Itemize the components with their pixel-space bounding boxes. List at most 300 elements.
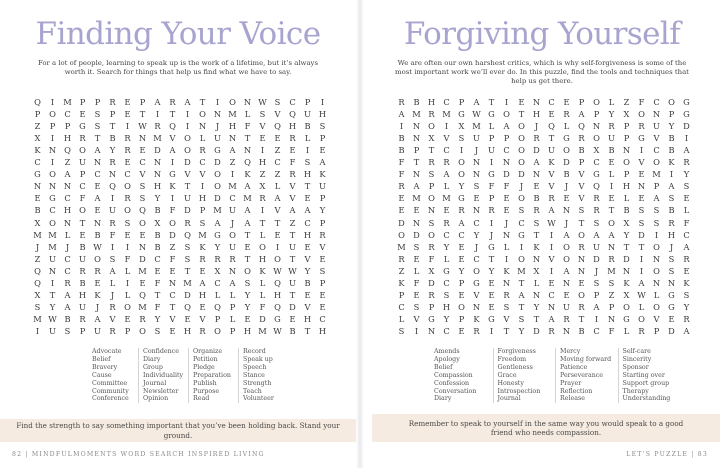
grid-letter[interactable]: T — [169, 301, 176, 312]
grid-letter[interactable]: I — [185, 109, 190, 120]
grid-letter[interactable]: B — [289, 325, 296, 336]
grid-letter[interactable]: E — [34, 193, 41, 204]
grid-letter[interactable]: C — [458, 229, 465, 240]
grid-letter[interactable]: D — [259, 313, 266, 324]
grid-letter[interactable]: R — [578, 133, 585, 144]
grid-letter[interactable]: D — [668, 325, 675, 336]
grid-letter[interactable]: A — [548, 205, 555, 216]
grid-letter[interactable]: U — [214, 133, 221, 144]
grid-letter[interactable]: W — [258, 97, 267, 108]
grid-letter[interactable]: L — [398, 313, 405, 324]
grid-letter[interactable]: H — [318, 325, 327, 336]
grid-letter[interactable]: B — [154, 229, 161, 240]
grid-letter[interactable]: V — [199, 169, 206, 180]
grid-letter[interactable]: S — [593, 217, 600, 228]
grid-letter[interactable]: I — [305, 145, 310, 156]
grid-letter[interactable]: I — [609, 181, 614, 192]
grid-letter[interactable]: O — [593, 97, 600, 108]
grid-letter[interactable]: E — [413, 205, 420, 216]
grid-letter[interactable]: S — [638, 205, 645, 216]
grid-letter[interactable]: O — [184, 133, 191, 144]
grid-letter[interactable]: V — [503, 313, 510, 324]
grid-letter[interactable]: S — [94, 109, 101, 120]
grid-letter[interactable]: E — [413, 289, 420, 300]
grid-letter[interactable]: R — [593, 193, 600, 204]
grid-letter[interactable]: Z — [274, 145, 281, 156]
grid-letter[interactable]: P — [64, 121, 71, 132]
grid-letter[interactable]: S — [139, 181, 146, 192]
grid-letter[interactable]: B — [668, 205, 675, 216]
grid-letter[interactable]: I — [125, 121, 130, 132]
grid-letter[interactable]: Y — [214, 241, 221, 252]
grid-letter[interactable]: N — [243, 97, 252, 108]
grid-letter[interactable]: X — [34, 217, 41, 228]
grid-letter[interactable]: N — [502, 277, 511, 288]
grid-letter[interactable]: L — [244, 109, 251, 120]
grid-letter[interactable]: E — [79, 229, 86, 240]
grid-letter[interactable]: O — [244, 265, 251, 276]
grid-letter[interactable]: F — [154, 301, 161, 312]
grid-letter[interactable]: T — [49, 289, 56, 300]
grid-letter[interactable]: T — [548, 133, 555, 144]
grid-letter[interactable]: N — [228, 133, 237, 144]
grid-letter[interactable]: U — [563, 301, 570, 312]
grid-letter[interactable]: J — [594, 265, 599, 276]
grid-letter[interactable]: X — [593, 145, 600, 156]
grid-letter[interactable]: A — [214, 217, 221, 228]
grid-letter[interactable]: C — [64, 193, 71, 204]
grid-letter[interactable]: Y — [304, 265, 311, 276]
grid-letter[interactable]: C — [274, 157, 281, 168]
grid-letter[interactable]: R — [638, 325, 645, 336]
grid-letter[interactable]: G — [668, 289, 675, 300]
grid-letter[interactable]: E — [319, 145, 326, 156]
grid-letter[interactable]: E — [563, 97, 570, 108]
grid-letter[interactable]: I — [185, 121, 190, 132]
grid-letter[interactable]: H — [153, 181, 162, 192]
grid-letter[interactable]: N — [472, 205, 481, 216]
grid-letter[interactable]: S — [653, 205, 660, 216]
grid-letter[interactable]: Q — [244, 157, 251, 168]
grid-letter[interactable]: A — [154, 97, 161, 108]
grid-letter[interactable]: R — [199, 253, 206, 264]
grid-letter[interactable]: P — [79, 169, 86, 180]
grid-letter[interactable]: Q — [34, 265, 41, 276]
grid-letter[interactable]: O — [169, 217, 176, 228]
grid-letter[interactable]: G — [443, 265, 450, 276]
grid-letter[interactable]: I — [459, 145, 464, 156]
grid-letter[interactable]: G — [428, 313, 435, 324]
grid-letter[interactable]: A — [94, 193, 101, 204]
grid-letter[interactable]: N — [532, 253, 541, 264]
grid-letter[interactable]: E — [518, 97, 525, 108]
grid-letter[interactable]: N — [93, 217, 102, 228]
grid-letter[interactable]: L — [638, 301, 645, 312]
grid-letter[interactable]: S — [503, 301, 510, 312]
grid-letter[interactable]: D — [139, 253, 146, 264]
grid-letter[interactable]: A — [638, 277, 645, 288]
grid-letter[interactable]: P — [428, 181, 435, 192]
grid-letter[interactable]: M — [243, 193, 252, 204]
grid-letter[interactable]: Z — [34, 253, 41, 264]
grid-letter[interactable]: H — [667, 229, 676, 240]
grid-letter[interactable]: R — [638, 121, 645, 132]
grid-letter[interactable]: D — [184, 157, 191, 168]
grid-letter[interactable]: W — [93, 241, 102, 252]
grid-letter[interactable]: P — [319, 133, 326, 144]
grid-letter[interactable]: G — [169, 169, 176, 180]
grid-letter[interactable]: D — [593, 253, 600, 264]
grid-letter[interactable]: Q — [593, 181, 600, 192]
grid-letter[interactable]: V — [653, 133, 660, 144]
grid-letter[interactable]: L — [533, 277, 540, 288]
grid-letter[interactable]: V — [304, 301, 311, 312]
grid-letter[interactable]: L — [488, 121, 495, 132]
grid-letter[interactable]: O — [199, 109, 206, 120]
grid-letter[interactable]: L — [64, 229, 71, 240]
grid-letter[interactable]: O — [124, 181, 131, 192]
grid-letter[interactable]: O — [229, 229, 236, 240]
grid-letter[interactable]: X — [623, 217, 630, 228]
grid-letter[interactable]: H — [318, 109, 327, 120]
grid-letter[interactable]: R — [578, 301, 585, 312]
grid-letter[interactable]: E — [319, 301, 326, 312]
grid-letter[interactable]: V — [289, 181, 296, 192]
grid-letter[interactable]: Y — [244, 301, 251, 312]
grid-letter[interactable]: B — [608, 145, 615, 156]
grid-letter[interactable]: D — [413, 229, 420, 240]
grid-letter[interactable]: Y — [608, 109, 615, 120]
grid-letter[interactable]: Z — [34, 121, 41, 132]
grid-letter[interactable]: J — [474, 145, 479, 156]
grid-letter[interactable]: P — [623, 121, 630, 132]
grid-letter[interactable]: E — [184, 313, 191, 324]
grid-letter[interactable]: V — [274, 109, 281, 120]
grid-letter[interactable]: L — [563, 121, 570, 132]
grid-letter[interactable]: V — [413, 313, 420, 324]
grid-letter[interactable]: A — [64, 169, 71, 180]
grid-letter[interactable]: S — [184, 253, 191, 264]
grid-letter[interactable]: Q — [274, 301, 281, 312]
grid-letter[interactable]: X — [214, 265, 221, 276]
grid-letter[interactable]: H — [63, 133, 72, 144]
grid-letter[interactable]: I — [200, 181, 205, 192]
grid-letter[interactable]: D — [154, 145, 161, 156]
grid-letter[interactable]: V — [653, 313, 660, 324]
grid-letter[interactable]: L — [608, 97, 615, 108]
grid-letter[interactable]: G — [668, 301, 675, 312]
grid-letter[interactable]: O — [458, 301, 465, 312]
grid-letter[interactable]: I — [489, 157, 494, 168]
grid-letter[interactable]: T — [518, 301, 525, 312]
grid-letter[interactable]: R — [139, 313, 146, 324]
grid-letter[interactable]: Q — [184, 229, 191, 240]
grid-letter[interactable]: S — [578, 205, 585, 216]
grid-letter[interactable]: E — [319, 253, 326, 264]
grid-letter[interactable]: T — [608, 205, 615, 216]
grid-letter[interactable]: Z — [274, 169, 281, 180]
grid-letter[interactable]: O — [653, 241, 660, 252]
grid-letter[interactable]: B — [109, 133, 116, 144]
grid-letter[interactable]: I — [549, 265, 554, 276]
grid-letter[interactable]: H — [303, 313, 312, 324]
grid-letter[interactable]: E — [488, 301, 495, 312]
grid-letter[interactable]: O — [518, 121, 525, 132]
grid-letter[interactable]: Y — [154, 193, 161, 204]
grid-letter[interactable]: Z — [169, 241, 176, 252]
grid-letter[interactable]: Z — [608, 289, 615, 300]
grid-letter[interactable]: A — [229, 145, 236, 156]
grid-letter[interactable]: R — [124, 133, 131, 144]
grid-letter[interactable]: H — [198, 193, 207, 204]
grid-letter[interactable]: O — [49, 169, 56, 180]
grid-letter[interactable]: S — [683, 289, 690, 300]
grid-letter[interactable]: N — [108, 169, 117, 180]
grid-letter[interactable]: L — [304, 133, 311, 144]
grid-letter[interactable]: G — [488, 241, 495, 252]
grid-letter[interactable]: C — [139, 157, 146, 168]
grid-letter[interactable]: S — [154, 325, 161, 336]
grid-letter[interactable]: O — [214, 325, 221, 336]
grid-letter[interactable]: P — [109, 109, 116, 120]
grid-letter[interactable]: I — [684, 133, 689, 144]
grid-letter[interactable]: A — [169, 145, 176, 156]
grid-letter[interactable]: N — [427, 205, 436, 216]
grid-letter[interactable]: A — [533, 157, 540, 168]
grid-letter[interactable]: J — [35, 241, 40, 252]
grid-letter[interactable]: Y — [109, 145, 116, 156]
grid-letter[interactable]: F — [608, 325, 615, 336]
grid-letter[interactable]: F — [413, 277, 420, 288]
grid-letter[interactable]: O — [274, 253, 281, 264]
grid-letter[interactable]: T — [304, 325, 311, 336]
grid-letter[interactable]: E — [458, 289, 465, 300]
grid-letter[interactable]: S — [304, 157, 311, 168]
grid-letter[interactable]: A — [593, 229, 600, 240]
grid-letter[interactable]: T — [503, 325, 510, 336]
grid-letter[interactable]: H — [183, 325, 192, 336]
grid-letter[interactable]: A — [473, 97, 480, 108]
grid-letter[interactable]: E — [274, 229, 281, 240]
grid-letter[interactable]: I — [639, 265, 644, 276]
grid-letter[interactable]: S — [443, 289, 450, 300]
grid-letter[interactable]: A — [244, 181, 251, 192]
grid-letter[interactable]: X — [533, 265, 540, 276]
grid-letter[interactable]: R — [443, 157, 450, 168]
grid-letter[interactable]: S — [668, 253, 675, 264]
grid-letter[interactable]: L — [109, 277, 116, 288]
grid-letter[interactable]: K — [503, 265, 510, 276]
grid-letter[interactable]: F — [124, 253, 131, 264]
grid-letter[interactable]: E — [304, 289, 311, 300]
grid-letter[interactable]: B — [668, 145, 675, 156]
grid-letter[interactable]: M — [198, 229, 207, 240]
grid-letter[interactable]: O — [578, 289, 585, 300]
grid-letter[interactable]: J — [65, 241, 70, 252]
grid-letter[interactable]: R — [169, 97, 176, 108]
grid-letter[interactable]: O — [638, 313, 645, 324]
grid-letter[interactable]: N — [577, 265, 586, 276]
grid-letter[interactable]: Y — [668, 121, 675, 132]
grid-letter[interactable]: B — [398, 133, 405, 144]
grid-letter[interactable]: C — [593, 325, 600, 336]
grid-letter[interactable]: E — [443, 205, 450, 216]
grid-letter[interactable]: L — [503, 241, 510, 252]
grid-letter[interactable]: N — [532, 169, 541, 180]
grid-letter[interactable]: R — [214, 253, 221, 264]
grid-letter[interactable]: D — [563, 157, 570, 168]
grid-letter[interactable]: T — [638, 241, 645, 252]
grid-letter[interactable]: E — [94, 181, 101, 192]
grid-letter[interactable]: I — [170, 157, 175, 168]
grid-letter[interactable]: R — [109, 217, 116, 228]
grid-letter[interactable]: N — [63, 181, 72, 192]
grid-letter[interactable]: M — [213, 205, 222, 216]
grid-letter[interactable]: O — [668, 97, 675, 108]
grid-letter[interactable]: C — [443, 277, 450, 288]
grid-letter[interactable]: L — [214, 289, 221, 300]
grid-letter[interactable]: E — [413, 253, 420, 264]
grid-letter[interactable]: G — [683, 97, 690, 108]
grid-letter[interactable]: K — [199, 241, 206, 252]
grid-letter[interactable]: P — [668, 109, 675, 120]
grid-letter[interactable]: A — [244, 205, 251, 216]
grid-letter[interactable]: C — [229, 193, 236, 204]
grid-letter[interactable]: V — [578, 181, 585, 192]
grid-letter[interactable]: S — [413, 301, 420, 312]
grid-letter[interactable]: T — [274, 217, 281, 228]
grid-letter[interactable]: A — [274, 193, 281, 204]
grid-letter[interactable]: V — [319, 241, 326, 252]
grid-letter[interactable]: I — [170, 193, 175, 204]
grid-letter[interactable]: V — [139, 169, 146, 180]
grid-letter[interactable]: D — [503, 169, 510, 180]
grid-letter[interactable]: R — [199, 145, 206, 156]
grid-letter[interactable]: F — [259, 301, 266, 312]
grid-letter[interactable]: R — [428, 241, 435, 252]
grid-letter[interactable]: C — [548, 97, 555, 108]
grid-letter[interactable]: N — [93, 157, 102, 168]
grid-letter[interactable]: U — [289, 241, 296, 252]
grid-letter[interactable]: R — [683, 313, 690, 324]
grid-letter[interactable]: O — [94, 253, 101, 264]
grid-letter[interactable]: E — [638, 169, 645, 180]
grid-letter[interactable]: L — [683, 205, 690, 216]
grid-letter[interactable]: Y — [683, 301, 690, 312]
grid-letter[interactable]: O — [458, 157, 465, 168]
grid-letter[interactable]: T — [244, 133, 251, 144]
grid-letter[interactable]: O — [623, 157, 630, 168]
grid-letter[interactable]: J — [564, 181, 569, 192]
grid-letter[interactable]: O — [653, 301, 660, 312]
grid-letter[interactable]: R — [428, 289, 435, 300]
grid-letter[interactable]: H — [258, 157, 267, 168]
grid-letter[interactable]: C — [653, 145, 660, 156]
grid-letter[interactable]: H — [303, 169, 312, 180]
grid-letter[interactable]: L — [259, 229, 266, 240]
grid-letter[interactable]: N — [502, 157, 511, 168]
grid-letter[interactable]: D — [638, 229, 645, 240]
grid-letter[interactable]: P — [319, 217, 326, 228]
grid-letter[interactable]: R — [473, 325, 480, 336]
grid-letter[interactable]: N — [652, 109, 661, 120]
grid-letter[interactable]: O — [608, 217, 615, 228]
grid-letter[interactable]: R — [488, 205, 495, 216]
grid-letter[interactable]: Q — [169, 121, 176, 132]
grid-letter[interactable]: R — [548, 325, 555, 336]
grid-letter[interactable]: S — [199, 217, 206, 228]
grid-letter[interactable]: E — [259, 133, 266, 144]
grid-letter[interactable]: N — [412, 169, 421, 180]
grid-letter[interactable]: P — [488, 133, 495, 144]
grid-letter[interactable]: B — [304, 277, 311, 288]
grid-letter[interactable]: G — [488, 169, 495, 180]
grid-letter[interactable]: X — [458, 121, 465, 132]
grid-letter[interactable]: R — [109, 97, 116, 108]
grid-letter[interactable]: E — [503, 205, 510, 216]
grid-letter[interactable]: A — [683, 241, 690, 252]
grid-letter[interactable]: Y — [319, 205, 326, 216]
grid-letter[interactable]: L — [259, 289, 266, 300]
grid-letter[interactable]: I — [549, 229, 554, 240]
grid-letter[interactable]: N — [412, 121, 421, 132]
grid-letter[interactable]: O — [563, 241, 570, 252]
grid-letter[interactable]: E — [124, 109, 131, 120]
grid-letter[interactable]: M — [153, 133, 162, 144]
grid-letter[interactable]: G — [214, 145, 221, 156]
grid-letter[interactable]: O — [214, 181, 221, 192]
grid-letter[interactable]: O — [563, 145, 570, 156]
grid-letter[interactable]: H — [198, 289, 207, 300]
grid-letter[interactable]: P — [413, 145, 420, 156]
grid-letter[interactable]: P — [94, 97, 101, 108]
grid-letter[interactable]: M — [138, 265, 147, 276]
grid-letter[interactable]: A — [503, 121, 510, 132]
grid-letter[interactable]: V — [274, 205, 281, 216]
grid-letter[interactable]: O — [184, 145, 191, 156]
grid-letter[interactable]: B — [94, 229, 101, 240]
grid-letter[interactable]: E — [79, 109, 86, 120]
grid-letter[interactable]: B — [563, 169, 570, 180]
grid-letter[interactable]: N — [138, 133, 147, 144]
grid-letter[interactable]: E — [124, 229, 131, 240]
grid-letter[interactable]: A — [109, 265, 116, 276]
grid-letter[interactable]: S — [518, 205, 525, 216]
grid-letter[interactable]: T — [304, 181, 311, 192]
grid-letter[interactable]: I — [275, 241, 280, 252]
grid-letter[interactable]: A — [199, 277, 206, 288]
grid-letter[interactable]: Z — [398, 265, 405, 276]
grid-letter[interactable]: D — [184, 205, 191, 216]
grid-letter[interactable]: N — [412, 133, 421, 144]
grid-letter[interactable]: E — [124, 157, 131, 168]
grid-letter[interactable]: S — [398, 325, 405, 336]
grid-letter[interactable]: U — [79, 301, 86, 312]
grid-letter[interactable]: R — [289, 169, 296, 180]
grid-letter[interactable]: C — [443, 325, 450, 336]
grid-letter[interactable]: I — [50, 133, 55, 144]
grid-letter[interactable]: C — [214, 277, 221, 288]
grid-letter[interactable]: Y — [443, 313, 450, 324]
grid-letter[interactable]: R — [563, 109, 570, 120]
grid-letter[interactable]: E — [199, 265, 206, 276]
grid-letter[interactable]: R — [124, 193, 131, 204]
grid-letter[interactable]: U — [94, 325, 101, 336]
grid-letter[interactable]: F — [638, 97, 645, 108]
grid-letter[interactable]: I — [669, 169, 674, 180]
grid-letter[interactable]: F — [683, 217, 690, 228]
grid-letter[interactable]: C — [169, 289, 176, 300]
